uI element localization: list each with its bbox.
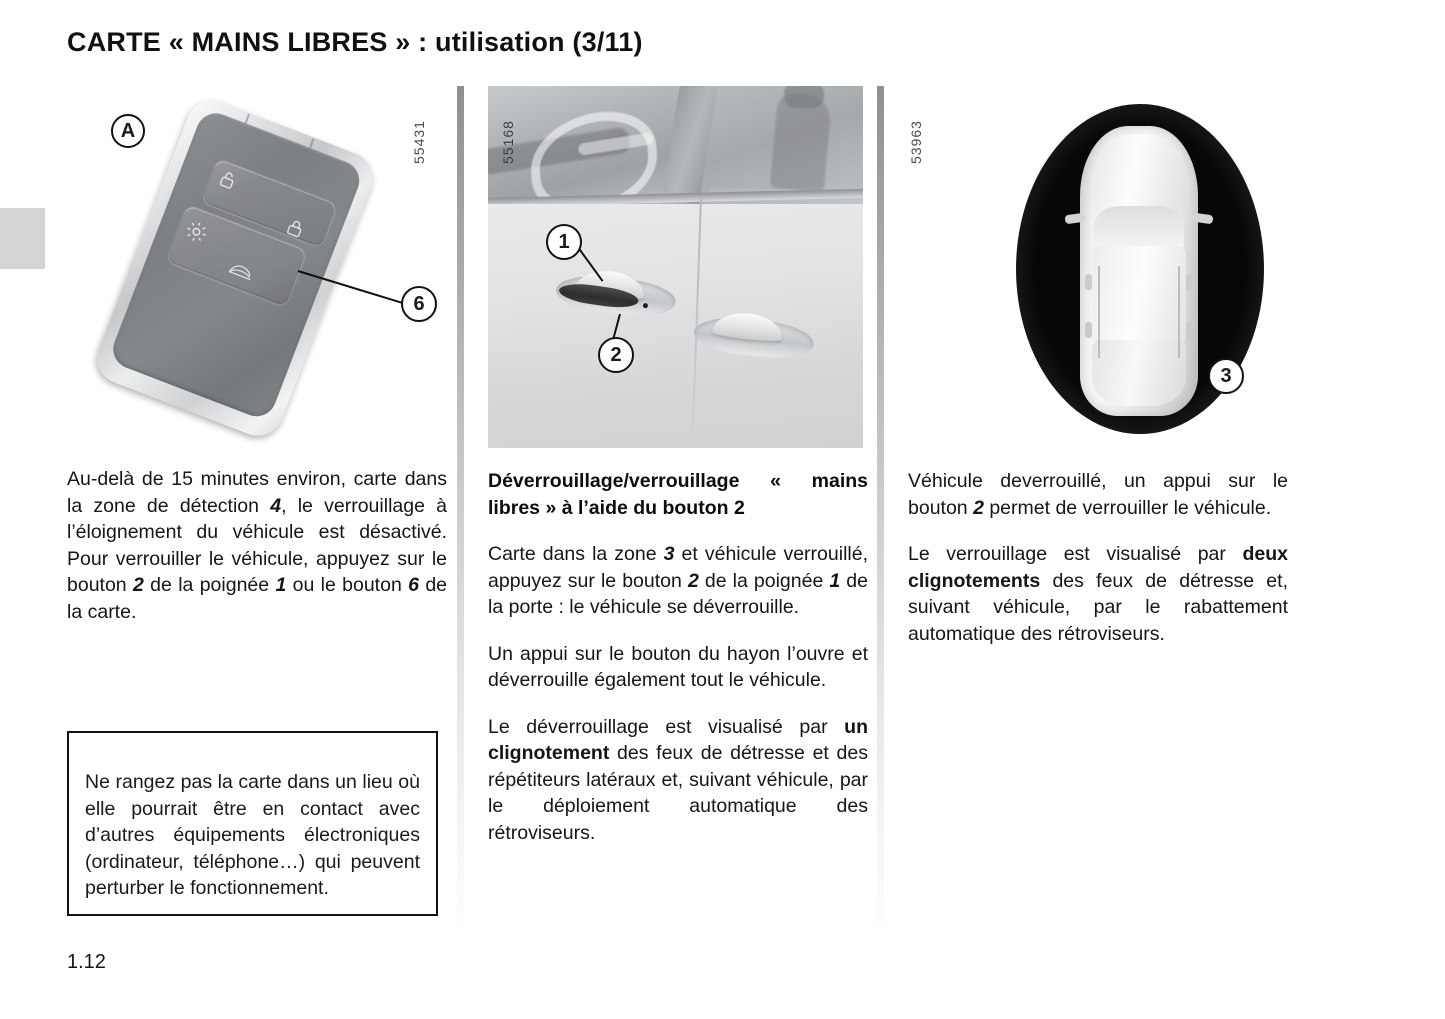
column-two	[488, 86, 868, 846]
emphasis-run: 6	[408, 574, 419, 596]
text-run: Le déverrouillage est visualisé par	[488, 715, 845, 738]
car-door-handle	[1186, 322, 1193, 338]
callout-badge-2: 2	[598, 337, 634, 373]
callout-badge-a: A	[111, 114, 145, 148]
column-one	[67, 86, 447, 625]
figure-door-handle	[488, 86, 863, 448]
column-separator-1	[457, 86, 464, 926]
paragraph-lock-procedure	[908, 468, 1288, 521]
paragraph-tailgate: Un appui sur le bouton du hayon l’ouvre et déverrouille également tout le véhicule.	[488, 642, 868, 691]
text-run: ou le bouton	[286, 574, 409, 596]
car-door-handle	[1085, 274, 1092, 290]
paragraph-unlock-procedure	[488, 541, 868, 621]
figure-key-card	[67, 86, 447, 446]
car-side-line-right	[1178, 266, 1180, 358]
column-three	[908, 86, 1288, 647]
warning-box	[67, 731, 438, 916]
figure-reference-number: 55431	[411, 120, 427, 164]
page-number: 1.12	[67, 951, 106, 973]
text-run: des feux de détresse et des répétiteurs latéraux et, suivant véhicule, par le déploiement automatique des rétroviseurs.	[488, 742, 868, 844]
figure-detection-zone	[908, 86, 1288, 448]
text-run: de la carte.	[67, 574, 448, 623]
text-run: Le verrouillage est visualisé par	[908, 543, 1243, 565]
callout-badge-6: 6	[401, 286, 437, 322]
text-run: Au-delà de 15 minutes environ, carte dans la zone de détection	[67, 468, 447, 517]
figure-reference-number: 53963	[908, 120, 924, 164]
callout-badge-1: 1	[546, 224, 582, 260]
text-run: et véhicule verrouillé, appuyez sur le bouton	[488, 543, 868, 592]
car-roof	[1092, 246, 1186, 344]
column-separator-2	[877, 86, 884, 926]
section-heading-hands-free: Déverrouillage/verrouillage « mains libres » à l’aide du bouton 2	[488, 470, 868, 519]
emphasis-run: 2	[132, 574, 144, 596]
text-run: des feux de détresse et, suivant véhicule, par le rabattement automatique des rétroviseurs.	[908, 569, 1288, 645]
section-margin-tab	[0, 208, 45, 269]
text-run: de la poignée	[698, 569, 830, 592]
paragraph-detection-zone	[67, 466, 447, 625]
emphasis-run: 2	[973, 496, 984, 519]
car-top-view	[1080, 126, 1198, 416]
rear-seat	[770, 92, 832, 192]
bold-run: deux clignotements	[908, 543, 1288, 592]
car-hood	[1091, 134, 1187, 212]
emphasis-run: 4	[270, 494, 282, 517]
text-run: de la poignée	[143, 574, 276, 596]
text-run: permet de verrouiller le véhicule.	[983, 496, 1272, 519]
page-title: CARTE « MAINS LIBRES » : utilisation (3/11)	[67, 27, 643, 57]
text-run: , le verrouillage à l’éloignement du véhicule est désactivé. Pour verrouiller le véhicule, appuyez sur le bouton	[67, 494, 448, 596]
figure-reference-number: 55168	[500, 120, 516, 164]
car-door-handle	[1186, 274, 1193, 290]
emphasis-run: 2	[687, 569, 699, 592]
key-card-face	[107, 107, 365, 422]
emphasis-run: 1	[275, 574, 287, 596]
text-run: Carte dans la zone	[488, 543, 664, 565]
text-run: de la porte : le véhicule se déverrouille.	[488, 569, 868, 618]
warning-box-text: Ne rangez pas la carte dans un lieu où elle pourrait être en contact avec d’autres équipements électroniques (ordinateur, téléphone…) qui peuvent perturber le fonctionnement.	[85, 771, 420, 899]
emphasis-run: 3	[663, 543, 675, 565]
car-rear-section	[1092, 340, 1186, 406]
car-windshield	[1094, 206, 1184, 250]
callout-badge-3: 3	[1208, 358, 1244, 394]
bold-run: un clignotement	[488, 715, 868, 764]
emphasis-run: 1	[829, 569, 841, 592]
car-door-handle	[1085, 322, 1092, 338]
paragraph-lock-indication	[908, 541, 1288, 647]
text-run: Véhicule deverrouillé, un appui sur le bouton	[908, 470, 1288, 519]
column-one-body-text	[67, 466, 447, 625]
paragraph-unlock-indication	[488, 714, 868, 847]
column-two-body-text	[488, 468, 868, 846]
car-side-line-left	[1098, 266, 1100, 358]
column-three-body-text	[908, 468, 1288, 647]
